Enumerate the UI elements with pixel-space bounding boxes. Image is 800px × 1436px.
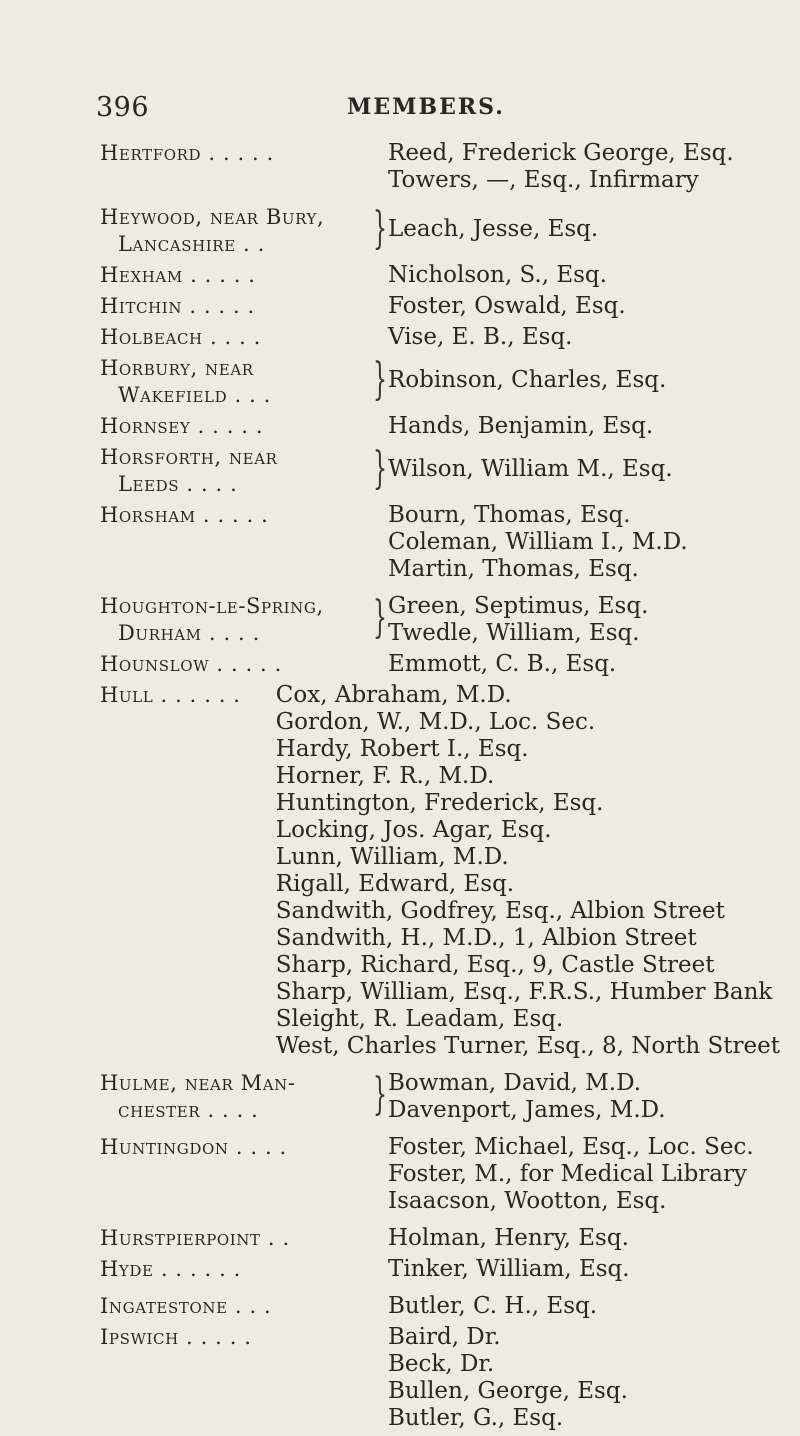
member-name: Butler, C. H., Esq. <box>388 1293 598 1319</box>
member-list <box>388 444 780 483</box>
place-name <box>100 444 368 498</box>
place-entry <box>100 413 780 440</box>
place-name-line: Horbury, near <box>100 356 254 380</box>
place-entry <box>100 502 780 583</box>
member-name: Foster, Oswald, Esq. <box>388 293 626 319</box>
place-name-line: Horsham . . . . . <box>100 503 269 527</box>
member-list <box>388 293 780 320</box>
place-name <box>100 413 368 440</box>
place-entry <box>100 204 780 258</box>
place-name <box>100 1134 368 1161</box>
member-name: Baird, Dr. <box>388 1324 501 1350</box>
member-list <box>388 1070 780 1124</box>
place-name-line: Hertford . . . . . <box>100 141 274 165</box>
place-name <box>100 1324 368 1351</box>
place-name <box>100 502 368 529</box>
member-name: Horner, F. R., M.D. <box>275 763 495 789</box>
member-name: Reed, Frederick George, Esq. <box>388 140 734 166</box>
place-entry <box>100 1324 780 1432</box>
place-name-line: chester . . . . <box>118 1098 259 1122</box>
member-name: Bullen, George, Esq. <box>388 1378 628 1404</box>
member-name: Rigall, Edward, Esq. <box>275 871 515 897</box>
place-name <box>100 204 368 258</box>
member-name: Martin, Thomas, Esq. <box>388 556 639 582</box>
member-list <box>388 1256 780 1283</box>
member-name: Isaacson, Wootton, Esq. <box>388 1188 667 1214</box>
place-name <box>100 651 368 678</box>
place-entry <box>100 682 780 1060</box>
member-name: Tinker, William, Esq. <box>388 1256 630 1282</box>
member-name: West, Charles Turner, Esq., 8, North Street <box>275 1033 780 1059</box>
place-entry <box>100 355 780 409</box>
place-name <box>100 324 368 351</box>
place-name-line: Heywood, near Bury, <box>100 205 325 229</box>
member-name: Huntington, Frederick, Esq. <box>275 790 604 816</box>
place-name-line: Ipswich . . . . . <box>100 1325 252 1349</box>
place-name-line: Hounslow . . . . . <box>100 652 282 676</box>
members-list <box>100 140 780 1436</box>
member-name: Locking, Jos. Agar, Esq. <box>275 817 552 843</box>
member-list <box>388 1324 780 1432</box>
member-name: Robinson, Charles, Esq. <box>388 367 667 393</box>
place-name-line: Hexham . . . . . <box>100 263 256 287</box>
member-name: Davenport, James, M.D. <box>388 1097 666 1123</box>
member-list <box>276 682 780 1060</box>
place-entry <box>100 262 780 289</box>
place-entry <box>100 293 780 320</box>
member-list <box>388 593 780 647</box>
member-name: Butler, G., Esq. <box>388 1405 564 1431</box>
member-name: Leach, Jesse, Esq. <box>388 216 599 242</box>
place-entry <box>100 1070 780 1124</box>
member-name: Holman, Henry, Esq. <box>388 1225 629 1251</box>
member-name: Gordon, W., M.D., Loc. Sec. <box>275 709 596 735</box>
member-name: Sleight, R. Leadam, Esq. <box>275 1006 564 1032</box>
member-name: Foster, M., for Medical Library <box>388 1161 747 1187</box>
member-name: Cox, Abraham, M.D. <box>275 682 512 708</box>
member-name: Emmott, C. B., Esq. <box>388 651 617 677</box>
brace-mark: } <box>373 203 387 254</box>
member-name: Hands, Benjamin, Esq. <box>388 413 654 439</box>
place-entry <box>100 1225 780 1252</box>
place-entry <box>100 1134 780 1215</box>
member-name: Sandwith, Godfrey, Esq., Albion Street <box>275 898 725 924</box>
member-list <box>388 413 780 440</box>
member-list <box>388 204 780 243</box>
member-list <box>388 140 780 194</box>
place-name <box>100 293 368 320</box>
brace-mark: } <box>373 443 387 494</box>
member-name: Green, Septimus, Esq. <box>388 593 649 619</box>
member-list <box>388 262 780 289</box>
member-name: Coleman, William I., M.D. <box>388 529 688 555</box>
place-name-line: Huntingdon . . . . <box>100 1135 287 1159</box>
place-name-line: Ingatestone . . . <box>100 1294 272 1318</box>
place-entry <box>100 1293 780 1320</box>
place-name-line: Leeds . . . . <box>118 472 238 496</box>
place-name <box>100 1293 368 1320</box>
member-list <box>388 1134 780 1215</box>
member-list <box>388 355 780 394</box>
member-name: Foster, Michael, Esq., Loc. Sec. <box>388 1134 754 1160</box>
member-name: Lunn, William, M.D. <box>275 844 509 870</box>
place-name-line: Lancashire . . <box>118 232 265 256</box>
member-name: Sandwith, H., M.D., 1, Albion Street <box>275 925 697 951</box>
member-name: Towers, —, Esq., Infirmary <box>388 167 699 193</box>
place-name-line: Wakefield . . . <box>118 383 271 407</box>
running-head: MEMBERS. <box>347 94 505 120</box>
brace-mark: } <box>373 592 387 643</box>
place-name <box>100 1256 368 1283</box>
place-entry <box>100 651 780 678</box>
page-header <box>96 92 756 132</box>
member-name: Beck, Dr. <box>388 1351 495 1377</box>
place-entry <box>100 593 780 647</box>
member-name: Bourn, Thomas, Esq. <box>388 502 631 528</box>
member-list <box>388 324 780 351</box>
page-number: 396 <box>96 92 150 123</box>
place-name <box>100 593 368 647</box>
member-name: Vise, E. B., Esq. <box>388 324 573 350</box>
place-name-line: Holbeach . . . . <box>100 325 261 349</box>
place-name <box>100 682 264 709</box>
place-name-line: Hyde . . . . . . <box>100 1257 241 1281</box>
member-name: Wilson, William M., Esq. <box>388 456 673 482</box>
brace-mark: } <box>373 354 387 405</box>
place-name-line: Durham . . . . <box>118 621 260 645</box>
member-name: Sharp, Richard, Esq., 9, Castle Street <box>275 952 715 978</box>
place-name <box>100 1070 368 1124</box>
place-name-line: Hull . . . . . . <box>100 683 241 707</box>
place-entry <box>100 444 780 498</box>
member-list <box>388 1293 780 1320</box>
place-entry <box>100 324 780 351</box>
member-name: Bowman, David, M.D. <box>388 1070 642 1096</box>
member-list <box>388 1225 780 1252</box>
place-name-line: Hitchin . . . . . <box>100 294 255 318</box>
place-name <box>100 355 368 409</box>
place-name-line: Hurstpierpoint . . <box>100 1226 290 1250</box>
place-name <box>100 140 368 167</box>
member-list <box>388 502 780 583</box>
member-name: Nicholson, S., Esq. <box>388 262 607 288</box>
member-name: Twedle, William, Esq. <box>388 620 640 646</box>
member-name: Sharp, William, Esq., F.R.S., Humber Bank <box>275 979 773 1005</box>
place-name <box>100 1225 368 1252</box>
member-name: Hardy, Robert I., Esq. <box>275 736 529 762</box>
place-name-line: Houghton-le-Spring, <box>100 594 324 618</box>
place-name-line: Hornsey . . . . . <box>100 414 264 438</box>
member-list <box>388 651 780 678</box>
place-entry <box>100 1256 780 1283</box>
place-name-line: Hulme, near Man- <box>100 1071 296 1095</box>
brace-mark: } <box>373 1069 387 1120</box>
place-entry <box>100 140 780 194</box>
place-name-line: Horsforth, near <box>100 445 278 469</box>
place-name <box>100 262 368 289</box>
